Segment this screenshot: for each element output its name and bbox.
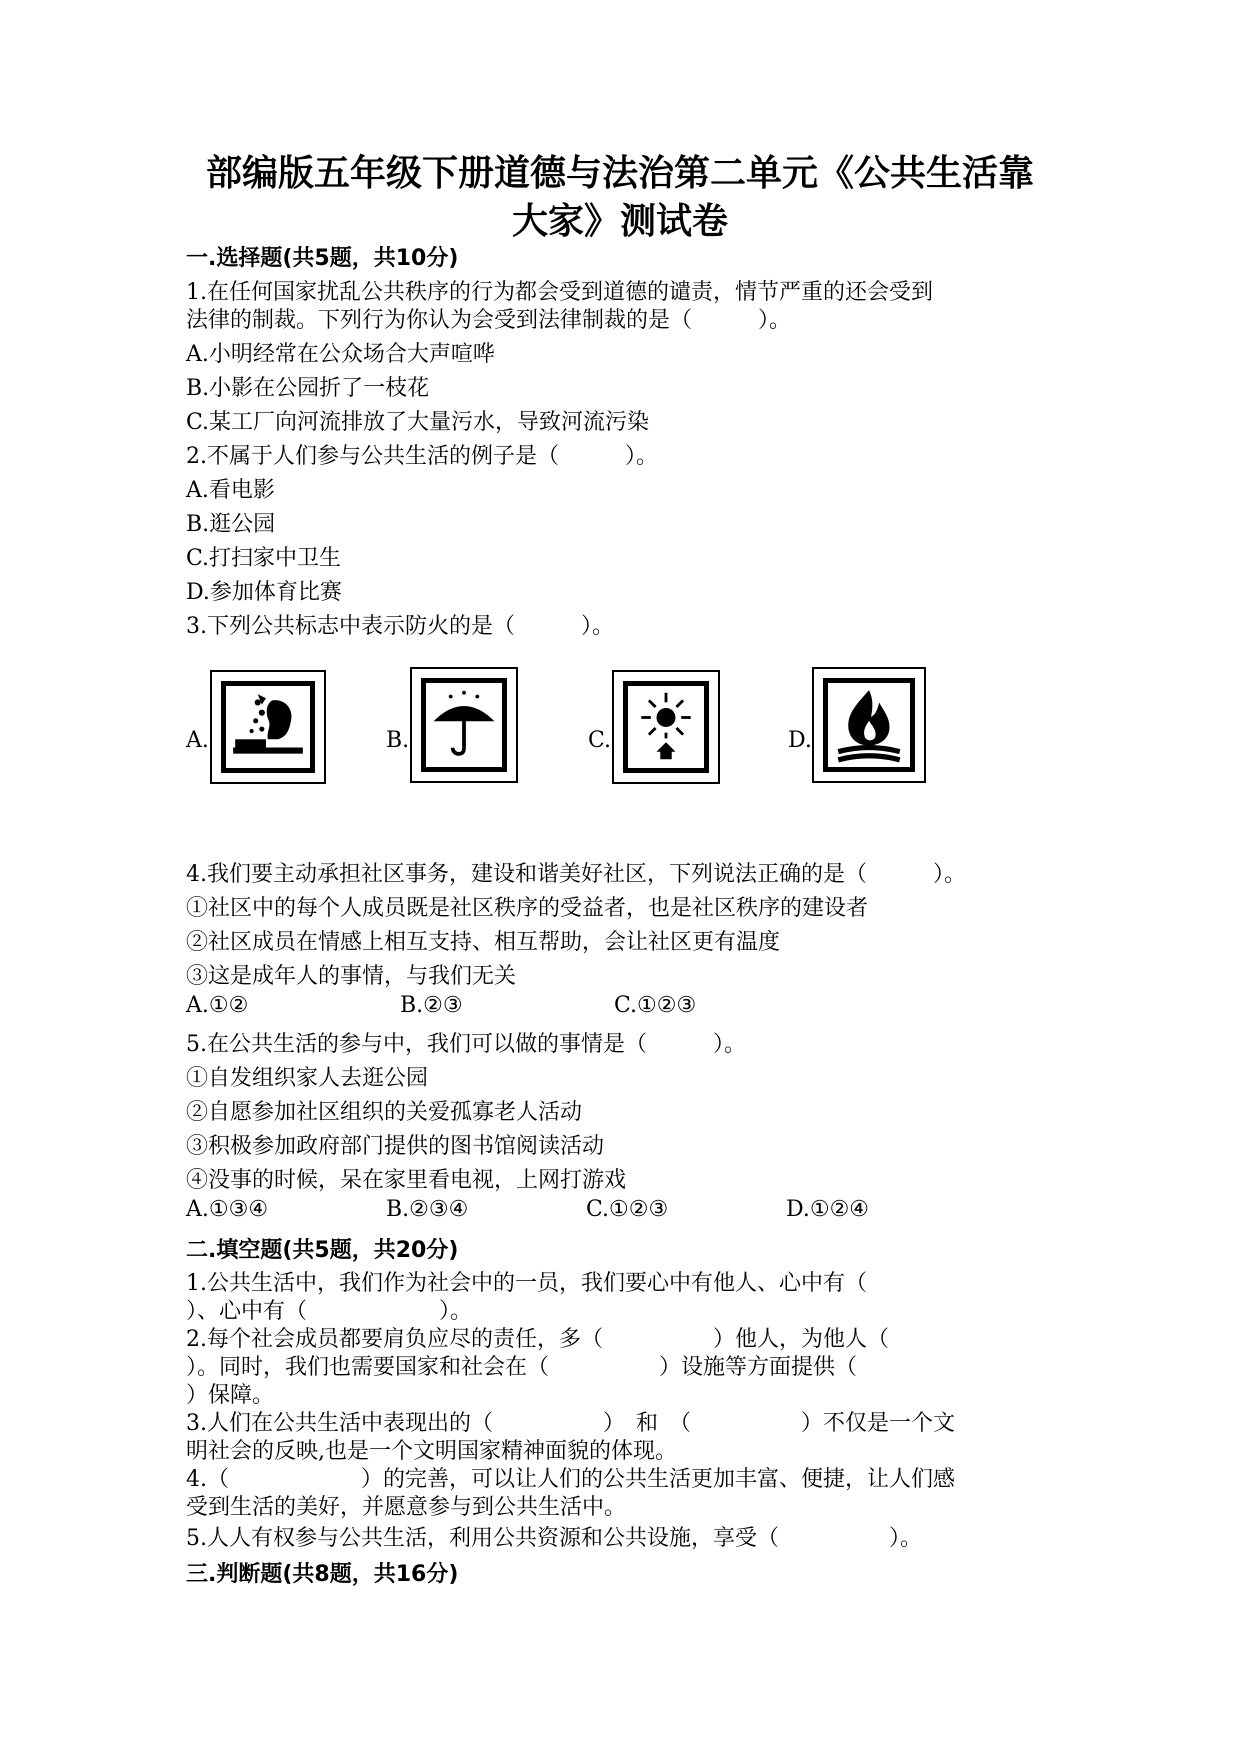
fill-4-line-1: 4.（ ）的完善，可以让人们的公共生活更加丰富、便捷，让人们感 — [186, 1467, 955, 1492]
section-heading-fill: 二.填空题(共5题，共20分) — [186, 1238, 459, 1263]
fill-4-line-2: 受到生活的美好，并愿意参与到公共生活中。 — [186, 1495, 627, 1520]
q1-stem-line-1: 1.在任何国家扰乱公共秩序的行为都会受到道德的谴责，情节严重的还会受到 — [186, 280, 933, 305]
fill-1-line-1: 1.公共生活中，我们作为社会中的一员，我们要心中有他人、心中有（ — [186, 1271, 867, 1296]
q3-label-a: A. — [186, 728, 209, 753]
fire-prevention-flame-icon — [828, 683, 910, 767]
title-line-1: 部编版五年级下册道德与法治第二单元《公共生活靠 — [205, 153, 1034, 194]
q2-stem: 2.不属于人们参与公共生活的例子是（ ）。 — [186, 444, 658, 469]
title-line-2: 大家》测试卷 — [511, 201, 728, 242]
q4-option-a: A.①② — [186, 993, 249, 1018]
q4-statement-1: ①社区中的每个人成员既是社区秩序的受益者，也是社区秩序的建设者 — [186, 896, 869, 921]
q2-option-b: B.逛公园 — [186, 512, 276, 537]
q2-option-d: D.参加体育比赛 — [186, 580, 342, 605]
q4-stem: 4.我们要主动承担社区事务，建设和谐美好社区，下列说法正确的是（ ）。 — [186, 862, 966, 887]
q5-option-a: A.①③④ — [186, 1197, 269, 1222]
q1-stem-line-2: 法律的制裁。下列行为你认为会受到法律制裁的是（ ）。 — [186, 308, 792, 333]
q4-statement-3: ③这是成年人的事情，与我们无关 — [186, 964, 517, 989]
q1-option-a: A.小明经常在公众场合大声喧哗 — [186, 342, 495, 367]
q5-option-d: D.①②④ — [786, 1197, 870, 1222]
q4-statement-2: ②社区成员在情感上相互支持、相互帮助，会让社区更有温度 — [186, 930, 781, 955]
fill-3-line-2: 明社会的反映,也是一个文明国家精神面貌的体现。 — [186, 1439, 677, 1464]
fill-2-line-2: ）。同时，我们也需要国家和社会在（ ）设施等方面提供（ — [186, 1355, 858, 1380]
q5-statement-4: ④没事的时候，呆在家里看电视，上网打游戏 — [186, 1168, 627, 1193]
q5-option-b: B.②③④ — [386, 1197, 469, 1222]
q4-option-c: C.①②③ — [614, 993, 697, 1018]
q5-option-c: C.①②③ — [586, 1197, 669, 1222]
fill-5-line-1: 5.人人有权参与公共生活，利用公共资源和公共设施，享受（ ）。 — [186, 1526, 922, 1551]
keep-from-sunlight-icon — [628, 686, 704, 768]
page-title — [150, 150, 1090, 246]
q3-sign-d — [812, 667, 926, 783]
fragile-sign-icon — [226, 686, 310, 768]
q5-statement-3: ③积极参加政府部门提供的图书馆阅读活动 — [186, 1134, 605, 1159]
q1-option-b: B.小影在公园折了一枝花 — [186, 376, 430, 401]
q5-statement-1: ①自发组织家人去逛公园 — [186, 1066, 429, 1091]
fill-1-line-2: ）、心中有（ ）。 — [186, 1299, 473, 1324]
q3-stem: 3.下列公共标志中表示防火的是（ ）。 — [186, 614, 614, 639]
q3-label-c: C. — [588, 728, 612, 753]
fill-2-line-3: ）保障。 — [186, 1383, 275, 1408]
q3-sign-c — [612, 670, 720, 784]
q2-option-c: C.打扫家中卫生 — [186, 546, 342, 571]
fill-3-line-1: 3.人们在公共生活中表现出的（ ） 和 （ ）不仅是一个文 — [186, 1411, 955, 1436]
section-heading-choice: 一.选择题(共5题，共10分) — [186, 246, 459, 271]
section-heading-judge: 三.判断题(共8题，共16分) — [186, 1562, 459, 1587]
q1-option-c: C.某工厂向河流排放了大量污水，导致河流污染 — [186, 410, 650, 435]
q3-label-b: B. — [386, 728, 410, 753]
q2-option-a: A.看电影 — [186, 478, 275, 503]
fill-2-line-1: 2.每个社会成员都要肩负应尽的责任，多（ ）他人，为他人（ — [186, 1327, 889, 1352]
q3-sign-b — [410, 667, 518, 783]
q4-option-b: B.②③ — [400, 993, 463, 1018]
q5-stem: 5.在公共生活的参与中，我们可以做的事情是（ ）。 — [186, 1032, 746, 1057]
q3-sign-a — [210, 670, 326, 784]
keep-dry-umbrella-icon — [426, 683, 502, 767]
q3-label-d: D. — [788, 728, 812, 753]
q5-statement-2: ②自愿参加社区组织的关爱孤寡老人活动 — [186, 1100, 583, 1125]
